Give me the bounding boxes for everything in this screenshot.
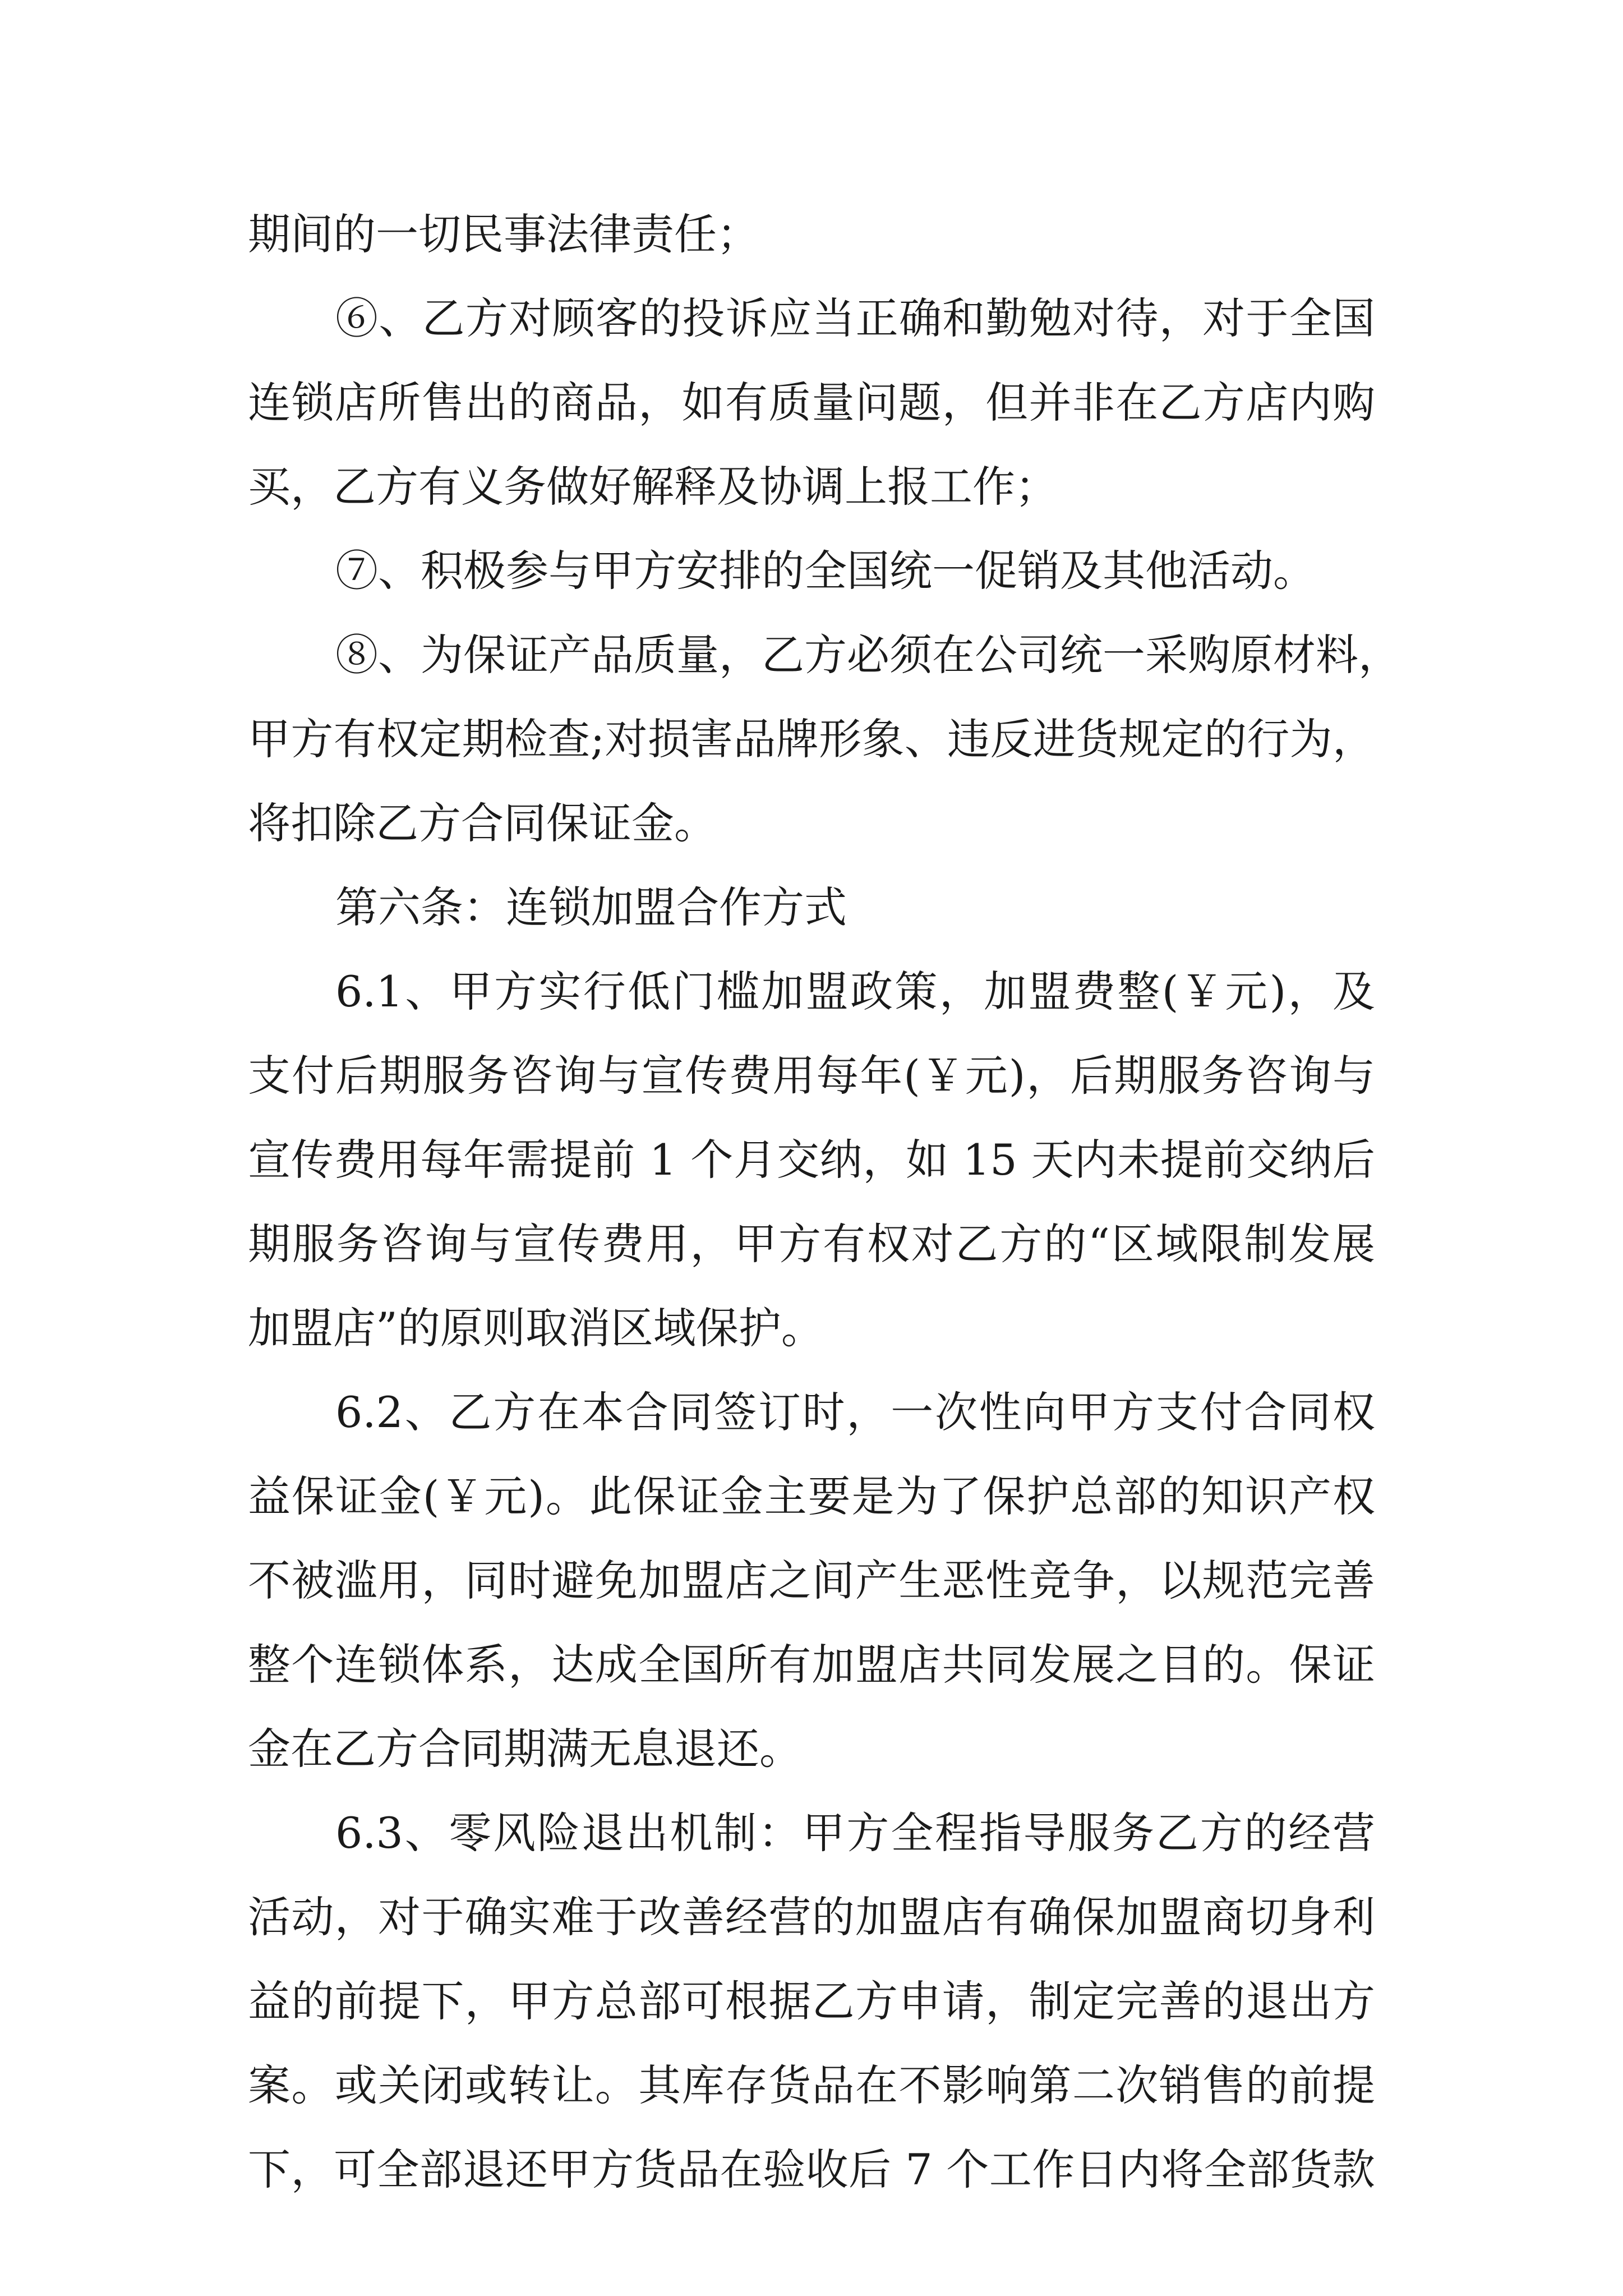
text-line: 下，可全部退还甲方货品在验收后 7 个工作日内将全部货款 (248, 2145, 1375, 2194)
text-line: 金在乙方合同期满无息退还。 (248, 1724, 802, 1774)
section-heading: 第六条：连锁加盟合作方式 (335, 882, 847, 932)
text-line: 整个连锁体系，达成全国所有加盟店共同发展之目的。保证 (248, 1640, 1375, 1690)
text-line: 6.1、甲方实行低门槛加盟政策，加盟费整(￥元)，及 (335, 967, 1375, 1016)
text-line: 6.3、零风险退出机制：甲方全程指导服务乙方的经营 (335, 1808, 1375, 1858)
text-line: 6.2、乙方在本合同签订时，一次性向甲方支付合同权 (335, 1387, 1375, 1437)
text-line: 将扣除乙方合同保证金。 (248, 798, 717, 848)
text-line: 不被滥用，同时避免加盟店之间产生恶性竞争，以规范完善 (248, 1556, 1375, 1605)
text-line: ⑧、为保证产品质量，乙方必须在公司统一采购原材料， (335, 630, 1401, 680)
text-line: ⑥、乙方对顾客的投诉应当正确和勤勉对待，对于全国 (335, 293, 1375, 343)
text-line: ⑦、积极参与甲方安排的全国统一促销及其他活动。 (335, 546, 1316, 596)
text-line: 案。或关闭或转让。其库存货品在不影响第二次销售的前提 (248, 2060, 1375, 2110)
text-line: 甲方有权定期检查;对损害品牌形象、违反进货规定的行为， (248, 714, 1375, 764)
text-line: 宣传费用每年需提前 1 个月交纳，如 15 天内未提前交纳后 (248, 1135, 1375, 1185)
text-line: 期服务咨询与宣传费用，甲方有权对乙方的“区域限制发展 (248, 1219, 1375, 1269)
text-line: 加盟店”的原则取消区域保护。 (248, 1303, 824, 1353)
text-line: 买，乙方有义务做好解释及协调上报工作； (248, 462, 1058, 512)
text-line: 支付后期服务咨询与宣传费用每年(￥元)，后期服务咨询与 (248, 1051, 1375, 1101)
text-line: 期间的一切民事法律责任； (248, 209, 759, 259)
text-line: 益保证金(￥元)。此保证金主要是为了保护总部的知识产权 (248, 1471, 1375, 1521)
text-line: 活动，对于确实难于改善经营的加盟店有确保加盟商切身利 (248, 1892, 1375, 1942)
text-line: 连锁店所售出的商品，如有质量问题，但并非在乙方店内购 (248, 378, 1375, 427)
text-line: 益的前提下，甲方总部可根据乙方申请，制定完善的退出方 (248, 1976, 1375, 2026)
